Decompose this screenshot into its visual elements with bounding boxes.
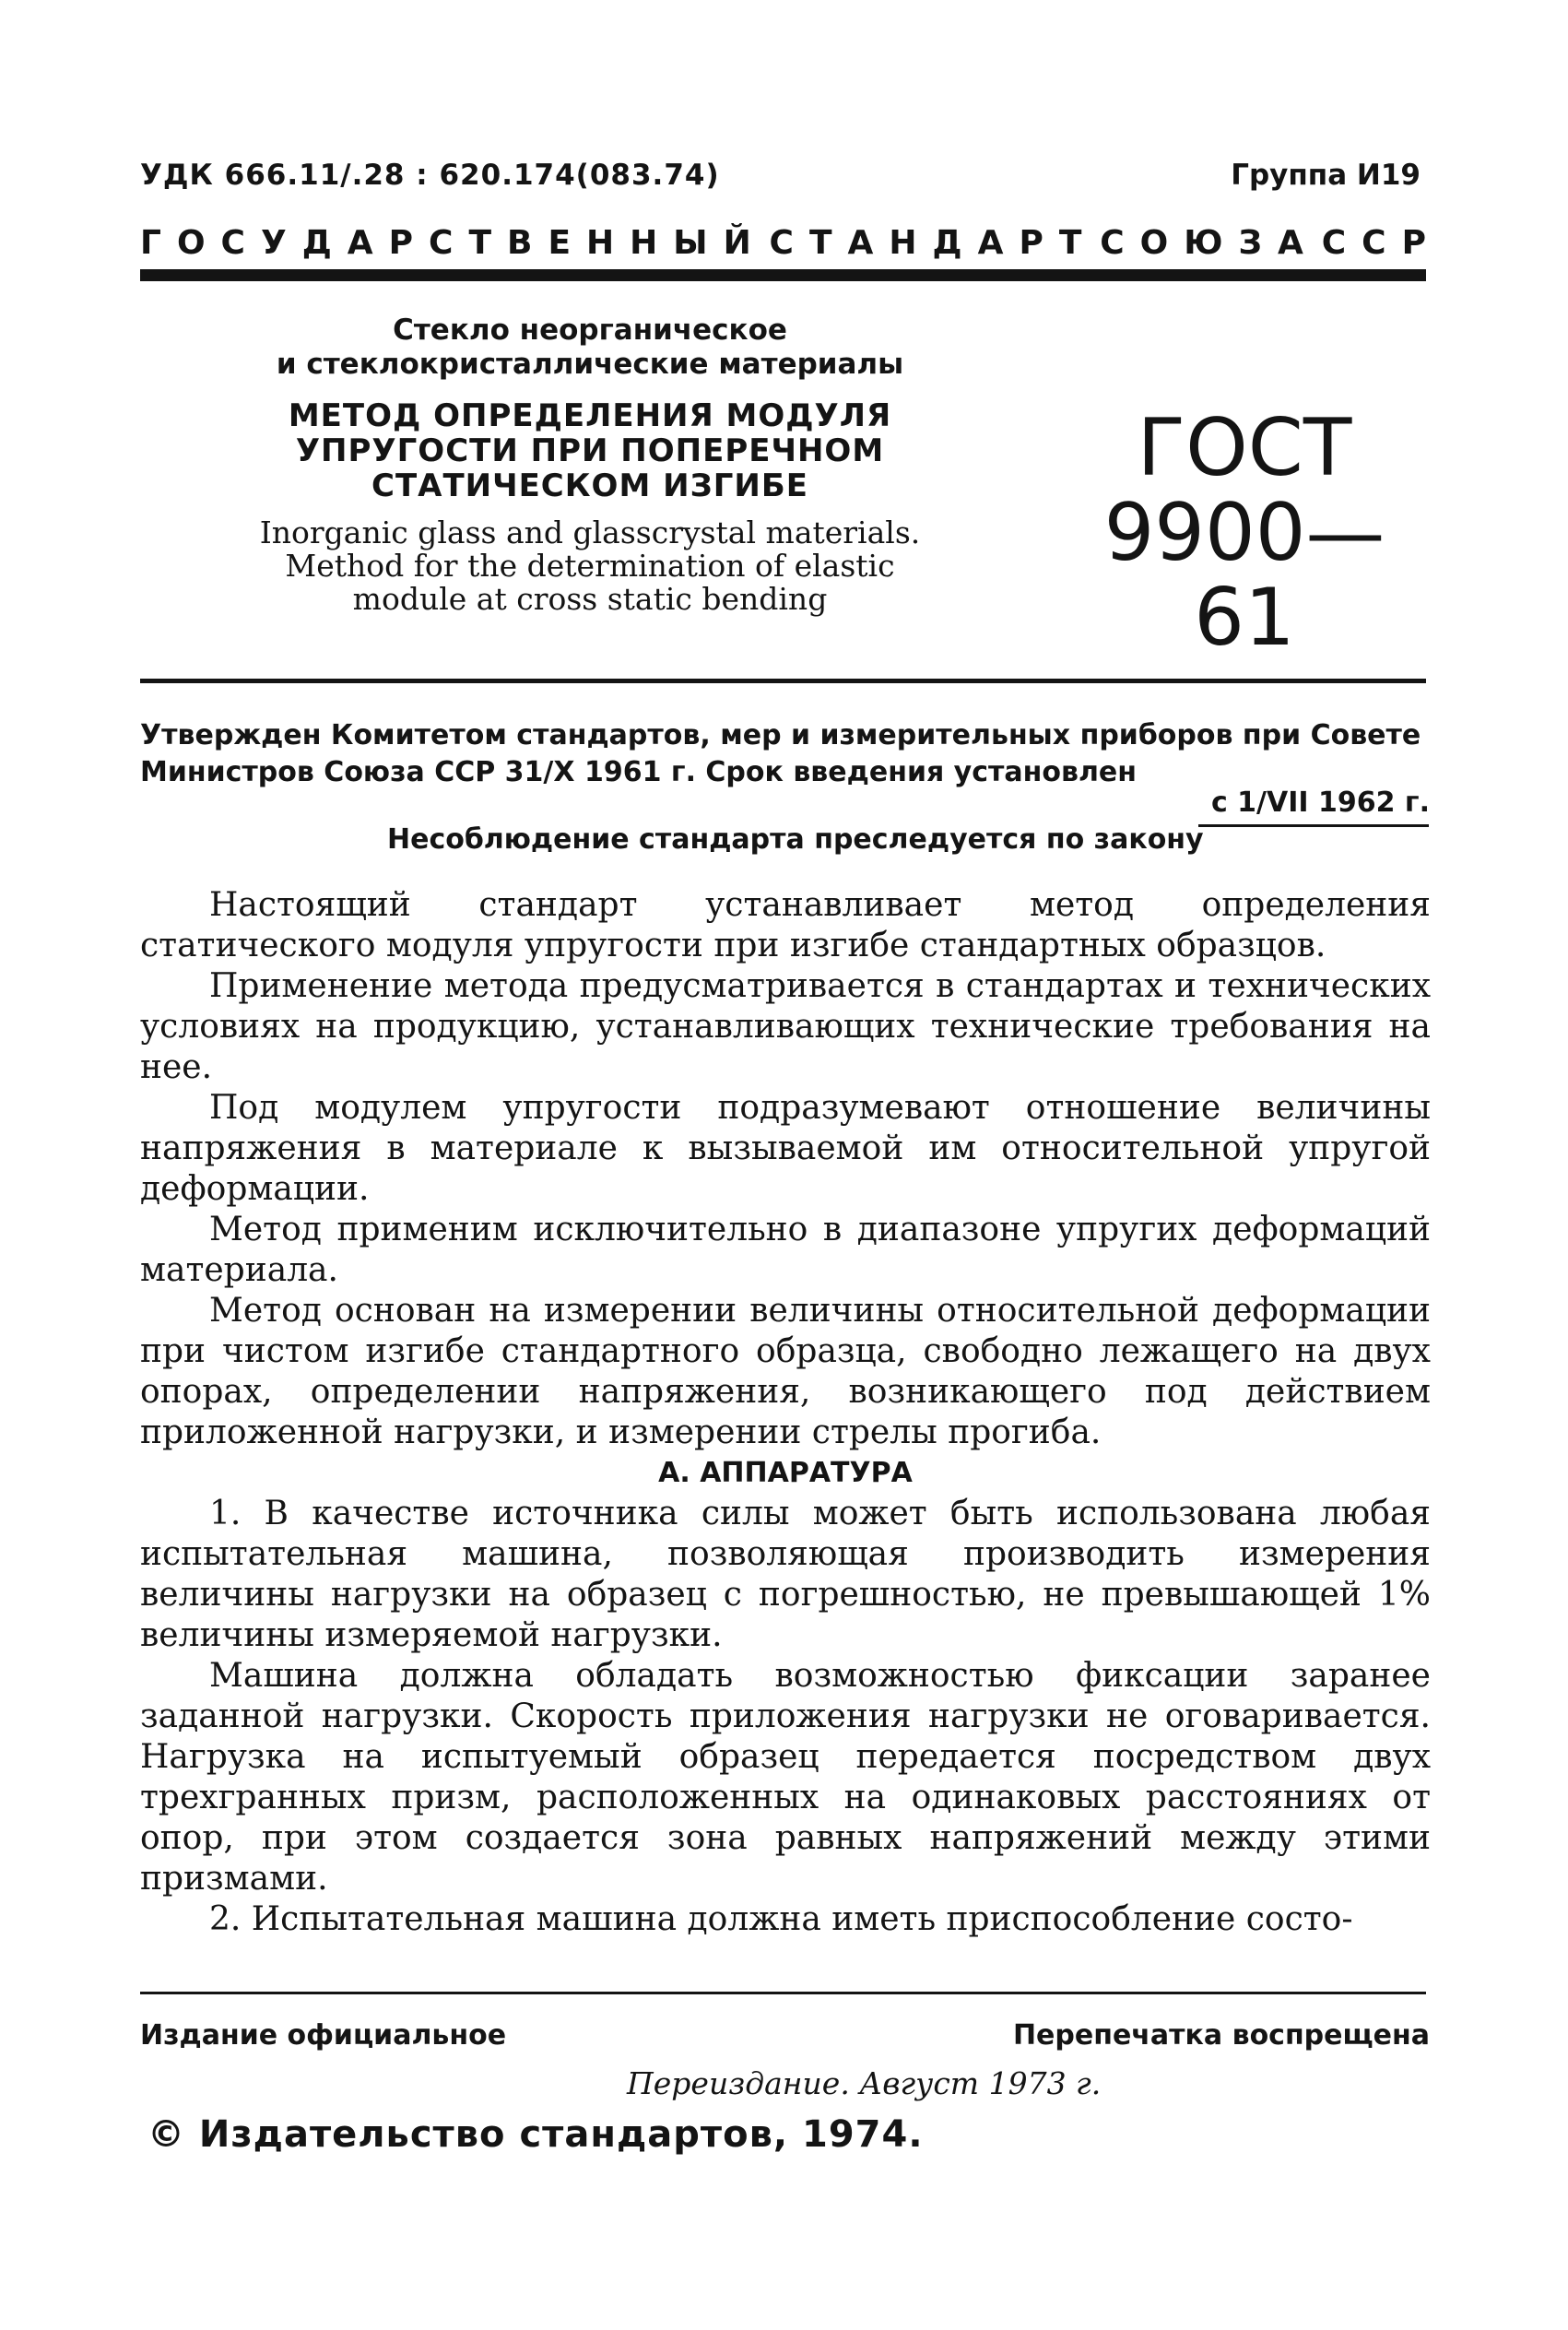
approval-text: Утвержден Комитетом стандартов, мер и измерительных приборов при Совете Министров Союза ССР 31/X 1961 г. Срок введения установлен bbox=[140, 719, 1421, 788]
paragraph-1: Настоящий стандарт устанавливает метод определения статического модуля упругости при изгибе стандартных образцов. bbox=[140, 886, 1431, 964]
title-block bbox=[258, 313, 922, 616]
english-title: Inorganic glass and glasscrystal materials. Method for the determination of elastic module at cross static bending bbox=[259, 514, 921, 617]
subject-line-1: Стекло неорганическое bbox=[393, 313, 787, 347]
paragraph-3: Под модулем упругости подразумевают отношение величины напряжения в материале к вызываемой им относительной упругой деформации. bbox=[140, 1089, 1431, 1208]
law-notice: Несоблюдение стандарта преследуется по закону bbox=[387, 823, 1204, 856]
footer-rule bbox=[140, 1992, 1426, 1994]
banner-word-state: ГОСУДАРСТВЕННЫЙ bbox=[140, 224, 767, 262]
state-standard-banner bbox=[140, 224, 1442, 262]
official-edition: Издание официальное bbox=[140, 2019, 507, 2052]
reissue-note: Переиздание. Август 1973 г. bbox=[627, 2065, 1102, 2101]
group-code: Группа И19 bbox=[1231, 159, 1421, 192]
section-heading-apparatus: А. АППАРАТУРА bbox=[658, 1457, 913, 1489]
effective-date: с 1/VII 1962 г. bbox=[1210, 787, 1430, 819]
gost-label: ГОСТ bbox=[1137, 402, 1352, 494]
banner-word-union: СОЮЗА bbox=[1100, 224, 1319, 262]
banner-word-ussr: ССР bbox=[1321, 224, 1442, 262]
paragraph-8: 2. Испытательная машина должна иметь приспособление состо- bbox=[209, 1900, 1353, 1938]
paragraph-5: Метод основан на измерении величины относительной деформации при чистом изгибе стандартного образца, свободно лежащего на двух опорах, определении напряжения, возникающего под действием приложенной нагрузки, и измерении стрелы прогиба. bbox=[140, 1292, 1431, 1451]
method-line-3: СТАТИЧЕСКОМ ИЗГИБЕ bbox=[371, 467, 808, 504]
method-line-1: МЕТОД ОПРЕДЕЛЕНИЯ МОДУЛЯ bbox=[288, 397, 892, 434]
banner-word-standard: СТАНДАРТ bbox=[769, 224, 1098, 262]
udk-code: УДК 666.11/.28 : 620.174(083.74) bbox=[140, 159, 720, 192]
header-thick-rule bbox=[140, 269, 1426, 281]
body-text bbox=[140, 885, 1431, 1940]
copyright-line: © Издательство стандартов, 1974. bbox=[147, 2113, 924, 2156]
paragraph-7: Машина должна обладать возможностью фиксации заранее заданной нагрузки. Скорость приложения нагрузки не оговаривается. Нагрузка на испытуемый образец передается посредством двух трехгранных призм, расположенных на одинаковых расстояниях от опор, при этом создается зона равных напряжений между этими призмами. bbox=[140, 1657, 1431, 1898]
paragraph-4: Метод применим исключительно в диапазоне упругих деформаций материала. bbox=[140, 1211, 1431, 1289]
date-underline bbox=[1198, 824, 1429, 827]
subject-line-2: и стеклокристаллические материалы bbox=[276, 348, 904, 381]
title-divider bbox=[140, 679, 1426, 683]
reprint-prohibited: Перепечатка воспрещена bbox=[1012, 2019, 1430, 2052]
gost-designation bbox=[1088, 402, 1401, 664]
method-line-2: УПРУГОСТИ ПРИ ПОПЕРЕЧНОМ bbox=[295, 432, 885, 469]
paragraph-2: Применение метода предусматривается в стандартах и технических условиях на продукцию, устанавливающих технические требования на нее. bbox=[140, 967, 1431, 1086]
gost-number: 9900—61 bbox=[1103, 487, 1385, 664]
paragraph-6: 1. В качестве источника силы может быть использована любая испытательная машина, позволяющая производить измерения величины нагрузки на образец с погрешностью, не превышающей 1% величины измеряемой нагрузки. bbox=[140, 1495, 1431, 1654]
